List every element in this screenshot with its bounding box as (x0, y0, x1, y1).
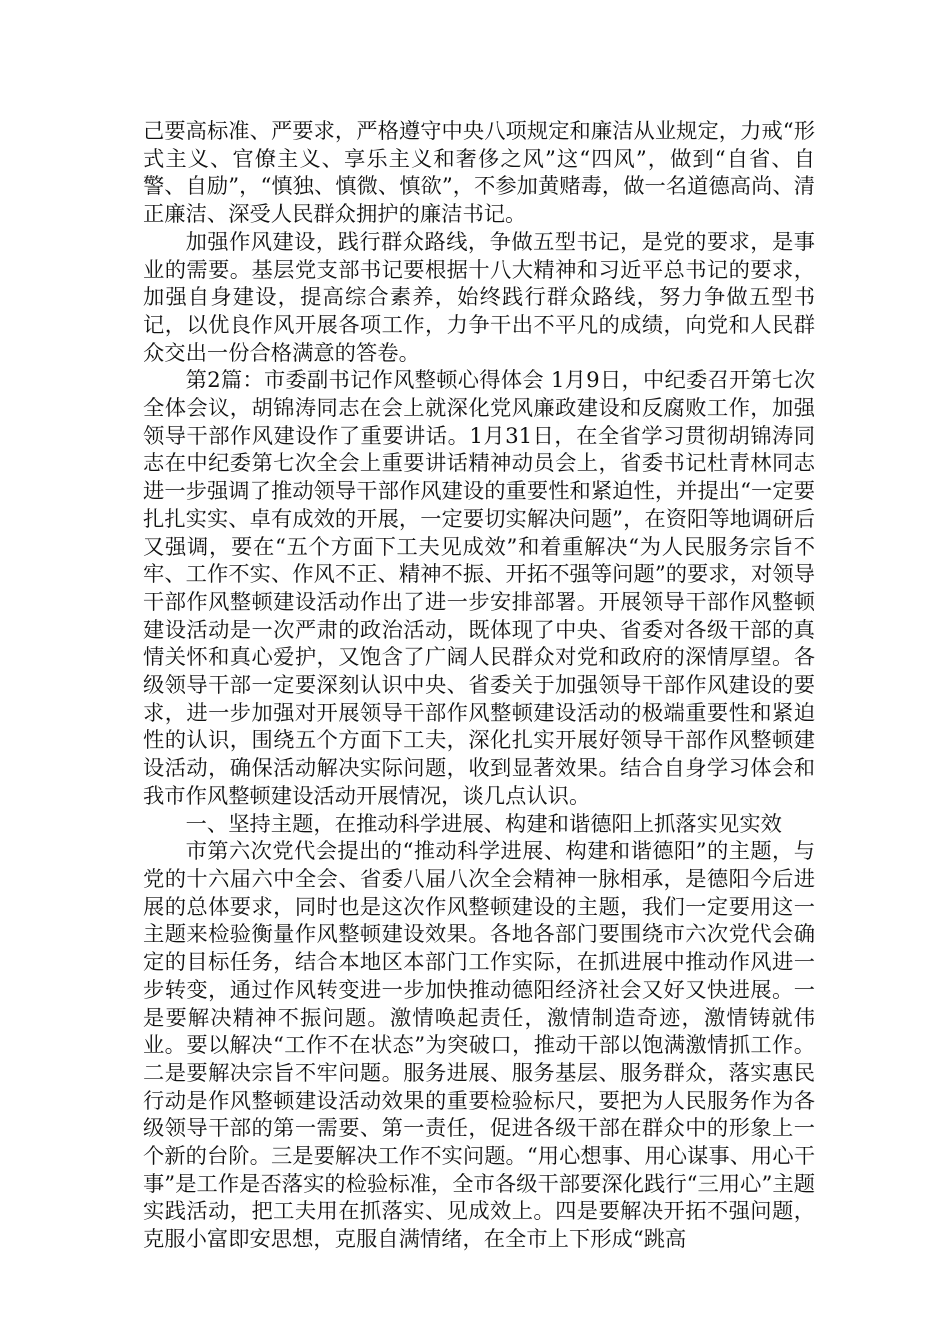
paragraph-theme: 市第六次党代会提出的“推动科学进展、构建和谐德阳”的主题，与党的十六届六中全会、省委八届八次全会精神一脉相承，是德阳今后进展的总体要求，同时也是这次作风整顿建设的主题，我们一定要用这一主题来检验衡量作风整顿建设效果。各地各部门要围绕市六次党代会确定的目标任务，结合本地区本部门工作实际，在抓进展中推动作风进一步转变，通过作风转变进一步加快推动德阳经济社会又好又快进展。一是要解决精神不振问题。激情唤起责任，激情制造奇迹，激情铸就伟业。要以解决“工作不在状态”为突破口，推动干部以饱满激情抓工作。二是要解决宗旨不牢问题。服务进展、服务基层、服务群众，落实惠民行动是作风整顿建设活动效果的重要检验标尺，要把为人民服务作为各级领导干部的第一需要、第一责任，促进各级干部在群众中的形象上一个新的台阶。三是要解决工作不实问题。“用心想事、用心谋事、用心干事”是工作是否落实的检验标准，全市各级干部要深化践行“三用心”主题实践活动，把工夫用在抓落实、见成效上。四是要解决开拓不强问题，克服小富即安思想，克服自满情绪，在全市上下形成“跳高 (143, 839, 815, 1253)
paragraph-article-2: 第2篇：市委副书记作风整顿心得体会 1月9日，中纪委召开第七次全体会议，胡锦涛同志在会上就深化党风廉政建设和反腐败工作，加强领导干部作风建设作了重要讲话。1月31日，在全省学习贯彻胡锦涛同志在中纪委第七次全会上重要讲话精神动员会上，省委书记杜青林同志进一步强调了推动领导干部作风建设的重要性和紧迫性，并提出“一定要扎扎实实、卓有成效的开展，一定要切实解决问题”，在资阳等地调研后又强调，要在“五个方面下工夫见成效”和着重解决“为人民服务宗旨不牢、工作不实、作风不正、精神不振、开拓不强等问题”的要求，对领导干部作风整顿建设活动作出了进一步安排部署。开展领导干部作风整顿建设活动是一次严肃的政治活动，既体现了中央、省委对各级干部的真情关怀和真心爱护，又饱含了广阔人民群众对党和政府的深情厚望。各级领导干部一定要深刻认识中央、省委关于加强领导干部作风建设的要求，进一步加强对开展领导干部作风整顿建设活动的极端重要性和紧迫性的认识，围绕五个方面下工夫，深化扎实开展好领导干部作风整顿建设活动，确保活动解决实际问题，收到显著效果。结合自身学习体会和我市作风整顿建设活动开展情况，谈几点认识。 (143, 368, 815, 809)
document-body (143, 118, 815, 1254)
section-heading-1: 一、坚持主题，在推动科学进展、构建和谐德阳上抓落实见实效 (185, 811, 782, 837)
paragraph-work-style: 加强作风建设，践行群众路线，争做五型书记，是党的要求，是事业的需要。基层党支部书记要根据十八大精神和习近平总书记的要求，加强自身建设，提高综合素养，始终践行群众路线，努力争做五型书记，以优良作风开展各项工作，力争干出不平凡的成绩，向党和人民群众交出一份合格满意的答卷。 (143, 229, 815, 366)
paragraph-continuation: 己要高标准、严要求，严格遵守中央八项规定和廉洁从业规定，力戒“形式主义、官僚主义、享乐主义和奢侈之风”这“四风”，做到“自省、自警、自励”，“慎独、慎微、慎欲”，不参加黄赌毒，做一名道德高尚、清正廉洁、深受人民群众拥护的廉洁书记。 (143, 119, 815, 228)
